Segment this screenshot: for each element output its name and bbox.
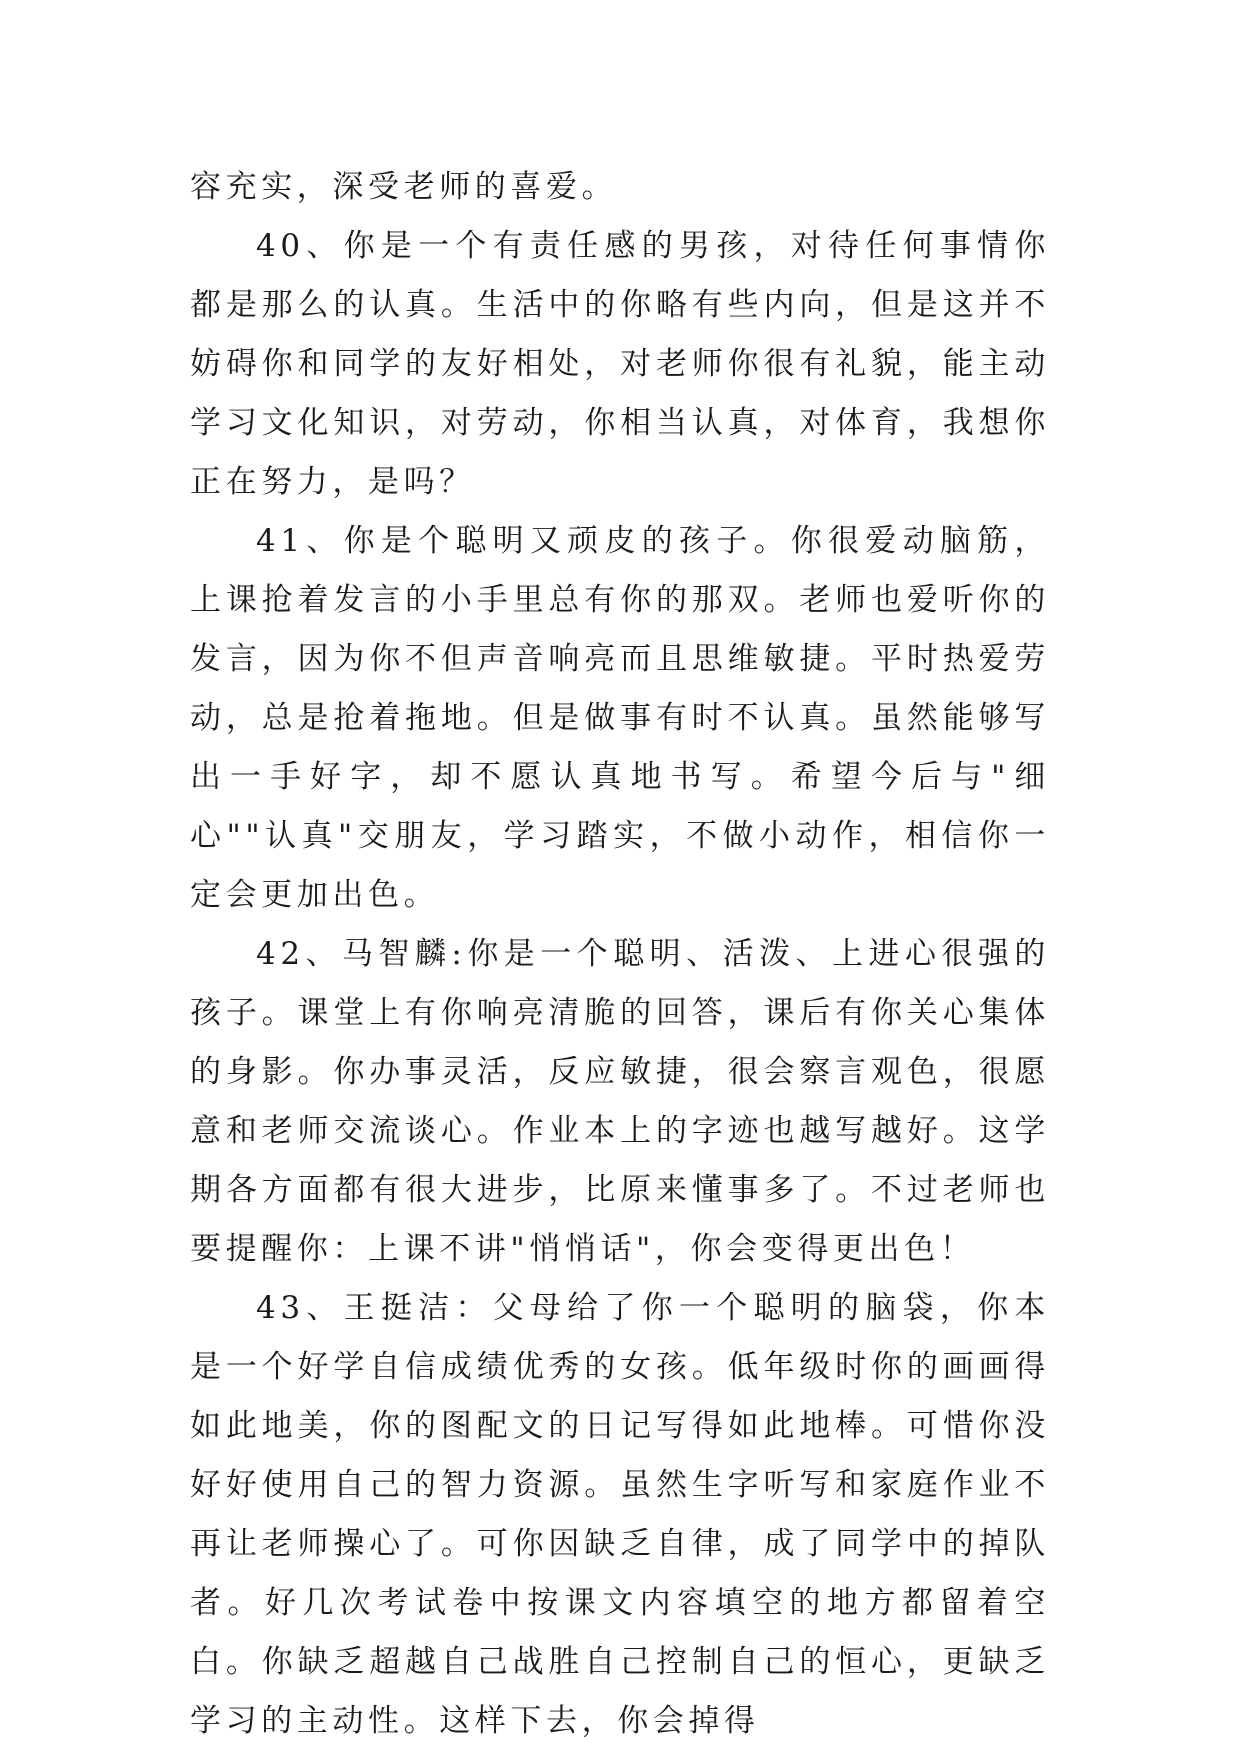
paragraph-43: 43、王挺洁：父母给了你一个聪明的脑袋，你本是一个好学自信成绩优秀的女孩。低年级时你的画画得如此地美，你的图配文的日记写得如此地棒。可惜你没好好使用自己的智力资源。虽然生字听写和家庭作业不再让老师操心了。可你因缺乏自律，成了同学中的掉队者。好几次考试卷中按课文内容填空的地方都留着空白。你缺乏超越自己战胜自己控制自己的恒心，更缺乏学习的主动性。这样下去，你会掉得 [190, 1290, 1050, 1739]
paragraph-41: 41、你是个聪明又顽皮的孩子。你很爱动脑筋，上课抢着发言的小手里总有你的那双。老师也爱听你的发言，因为你不但声音响亮而且思维敏捷。平时热爱劳动，总是抢着拖地。但是做事有时不认真。虽然能够写出一手好字，却不愿认真地书写。希望今后与"细心""认真"交朋友，学习踏实，不做小动作，相信你一定会更加出色。 [190, 523, 1050, 913]
paragraph-42: 42、马智麟:你是一个聪明、活泼、上进心很强的孩子。课堂上有你响亮清脆的回答，课后有你关心集体的身影。你办事灵活，反应敏捷，很会察言观色，很愿意和老师交流谈心。作业本上的字迹也越写越好。这学期各方面都有很大进步，比原来懂事多了。不过老师也要提醒你：上课不讲"悄悄话"，你会变得更出色！ [190, 936, 1050, 1267]
paragraph-40: 40、你是一个有责任感的男孩，对待任何事情你都是那么的认真。生活中的你略有些内向，但是这并不妨碍你和同学的友好相处，对老师你很有礼貌，能主动学习文化知识，对劳动，你相当认真，对体育，我想你正在努力，是吗？ [190, 228, 1050, 500]
paragraph-39-continuation: 容充实，深受老师的喜爱。 [190, 169, 618, 205]
document-body [190, 158, 1050, 1751]
